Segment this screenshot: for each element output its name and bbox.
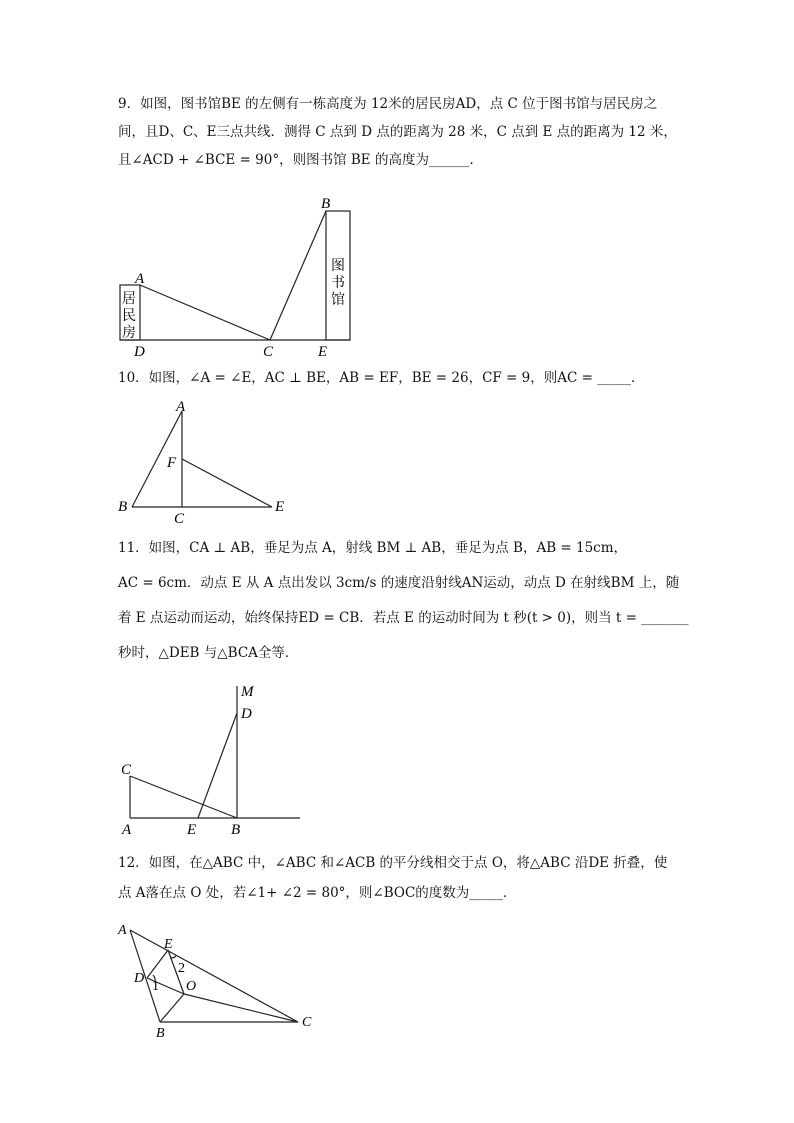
- building-char: 图: [331, 258, 345, 274]
- building-char: 馆: [331, 292, 345, 308]
- label-2: 2: [178, 961, 185, 976]
- label-B: B: [321, 196, 331, 212]
- question-10: [118, 364, 678, 392]
- question-9: [118, 90, 678, 174]
- bisector-CO: [184, 994, 298, 1022]
- label-O: O: [186, 979, 197, 994]
- segment-AC: [140, 285, 270, 340]
- label-D: D: [241, 706, 252, 722]
- label-D: D: [134, 344, 145, 360]
- label-E: E: [187, 822, 197, 838]
- label-C: C: [174, 511, 185, 525]
- figure-9: [110, 190, 370, 360]
- question-11-line-2: AC = 6cm．动点 E 从 A 点出发以 3cm/s 的速度沿射线AN运动，动点 D 在射线BM 上，随: [118, 575, 680, 591]
- question-11-line-4: 秒时，△DEB 与△BCA全等．: [118, 645, 299, 661]
- segment-ED: [198, 713, 237, 818]
- bisector-BO: [160, 994, 184, 1022]
- label-B: B: [231, 822, 241, 838]
- label-D: D: [134, 971, 145, 986]
- segment-CB: [130, 776, 237, 818]
- label-E: E: [318, 344, 328, 360]
- question-12-line-2: 点 A落在点 O 处，若∠1+ ∠2 = 80°，则∠BOC的度数为_____．: [118, 885, 517, 901]
- label-E: E: [164, 937, 173, 952]
- label-A: A: [122, 822, 132, 838]
- question-10-line-1: 10．如图，∠A = ∠E，AC ⊥ BE，AB = EF，BE = 26，CF = 9，则AC = _____．: [118, 370, 645, 386]
- label-C: C: [121, 762, 132, 778]
- question-11: [118, 531, 689, 671]
- label-C: C: [302, 1015, 312, 1030]
- label-F: F: [167, 455, 177, 471]
- building-char: 书: [331, 275, 345, 291]
- building-char: 民: [122, 308, 136, 324]
- label-1: 1: [152, 979, 159, 994]
- building-char: 居: [122, 291, 136, 307]
- question-12-line-1: 12．如图，在△ABC 中，∠ABC 和∠ACB 的平分线相交于点 O，将△ABC 沿DE 折叠，使: [118, 855, 668, 871]
- question-9-line-1: 9．如图，图书馆BE 的左侧有一栋高度为 12米的居民房AD，点 C 位于图书馆与居民房之: [118, 96, 658, 112]
- question-11-line-1: 11．如图，CA ⊥ AB，垂足为点 A，射线 BM ⊥ AB，垂足为点 B，AB = 15cm，: [118, 540, 628, 556]
- figure-11: [110, 678, 310, 838]
- label-A: A: [135, 271, 145, 287]
- figure-10: [110, 395, 300, 525]
- segment-BC: [270, 211, 326, 340]
- fold-DE: [147, 950, 168, 978]
- segment-FE: [182, 459, 272, 507]
- figure-12: [110, 918, 320, 1043]
- label-E: E: [275, 499, 285, 515]
- question-9-line-3: 且∠ACD + ∠BCE = 90°，则图书馆 BE 的高度为______．: [118, 152, 483, 168]
- label-B: B: [156, 1026, 165, 1041]
- question-11-line-3: 着 E 点运动而运动，始终保持ED = CB．若点 E 的运动时间为 t 秒(t > 0)，则当 t = _______: [118, 610, 689, 626]
- label-B: B: [118, 499, 128, 515]
- building-char: 房: [122, 325, 136, 341]
- label-M: M: [241, 684, 254, 700]
- label-A: A: [176, 399, 186, 415]
- label-C: C: [263, 344, 274, 360]
- label-A: A: [118, 923, 127, 938]
- question-9-line-2: 间，且D、C、E三点共线．测得 C 点到 D 点的距离为 28 米，C 点到 E 点的距离为 12 米，: [118, 124, 677, 140]
- question-12: [118, 848, 678, 908]
